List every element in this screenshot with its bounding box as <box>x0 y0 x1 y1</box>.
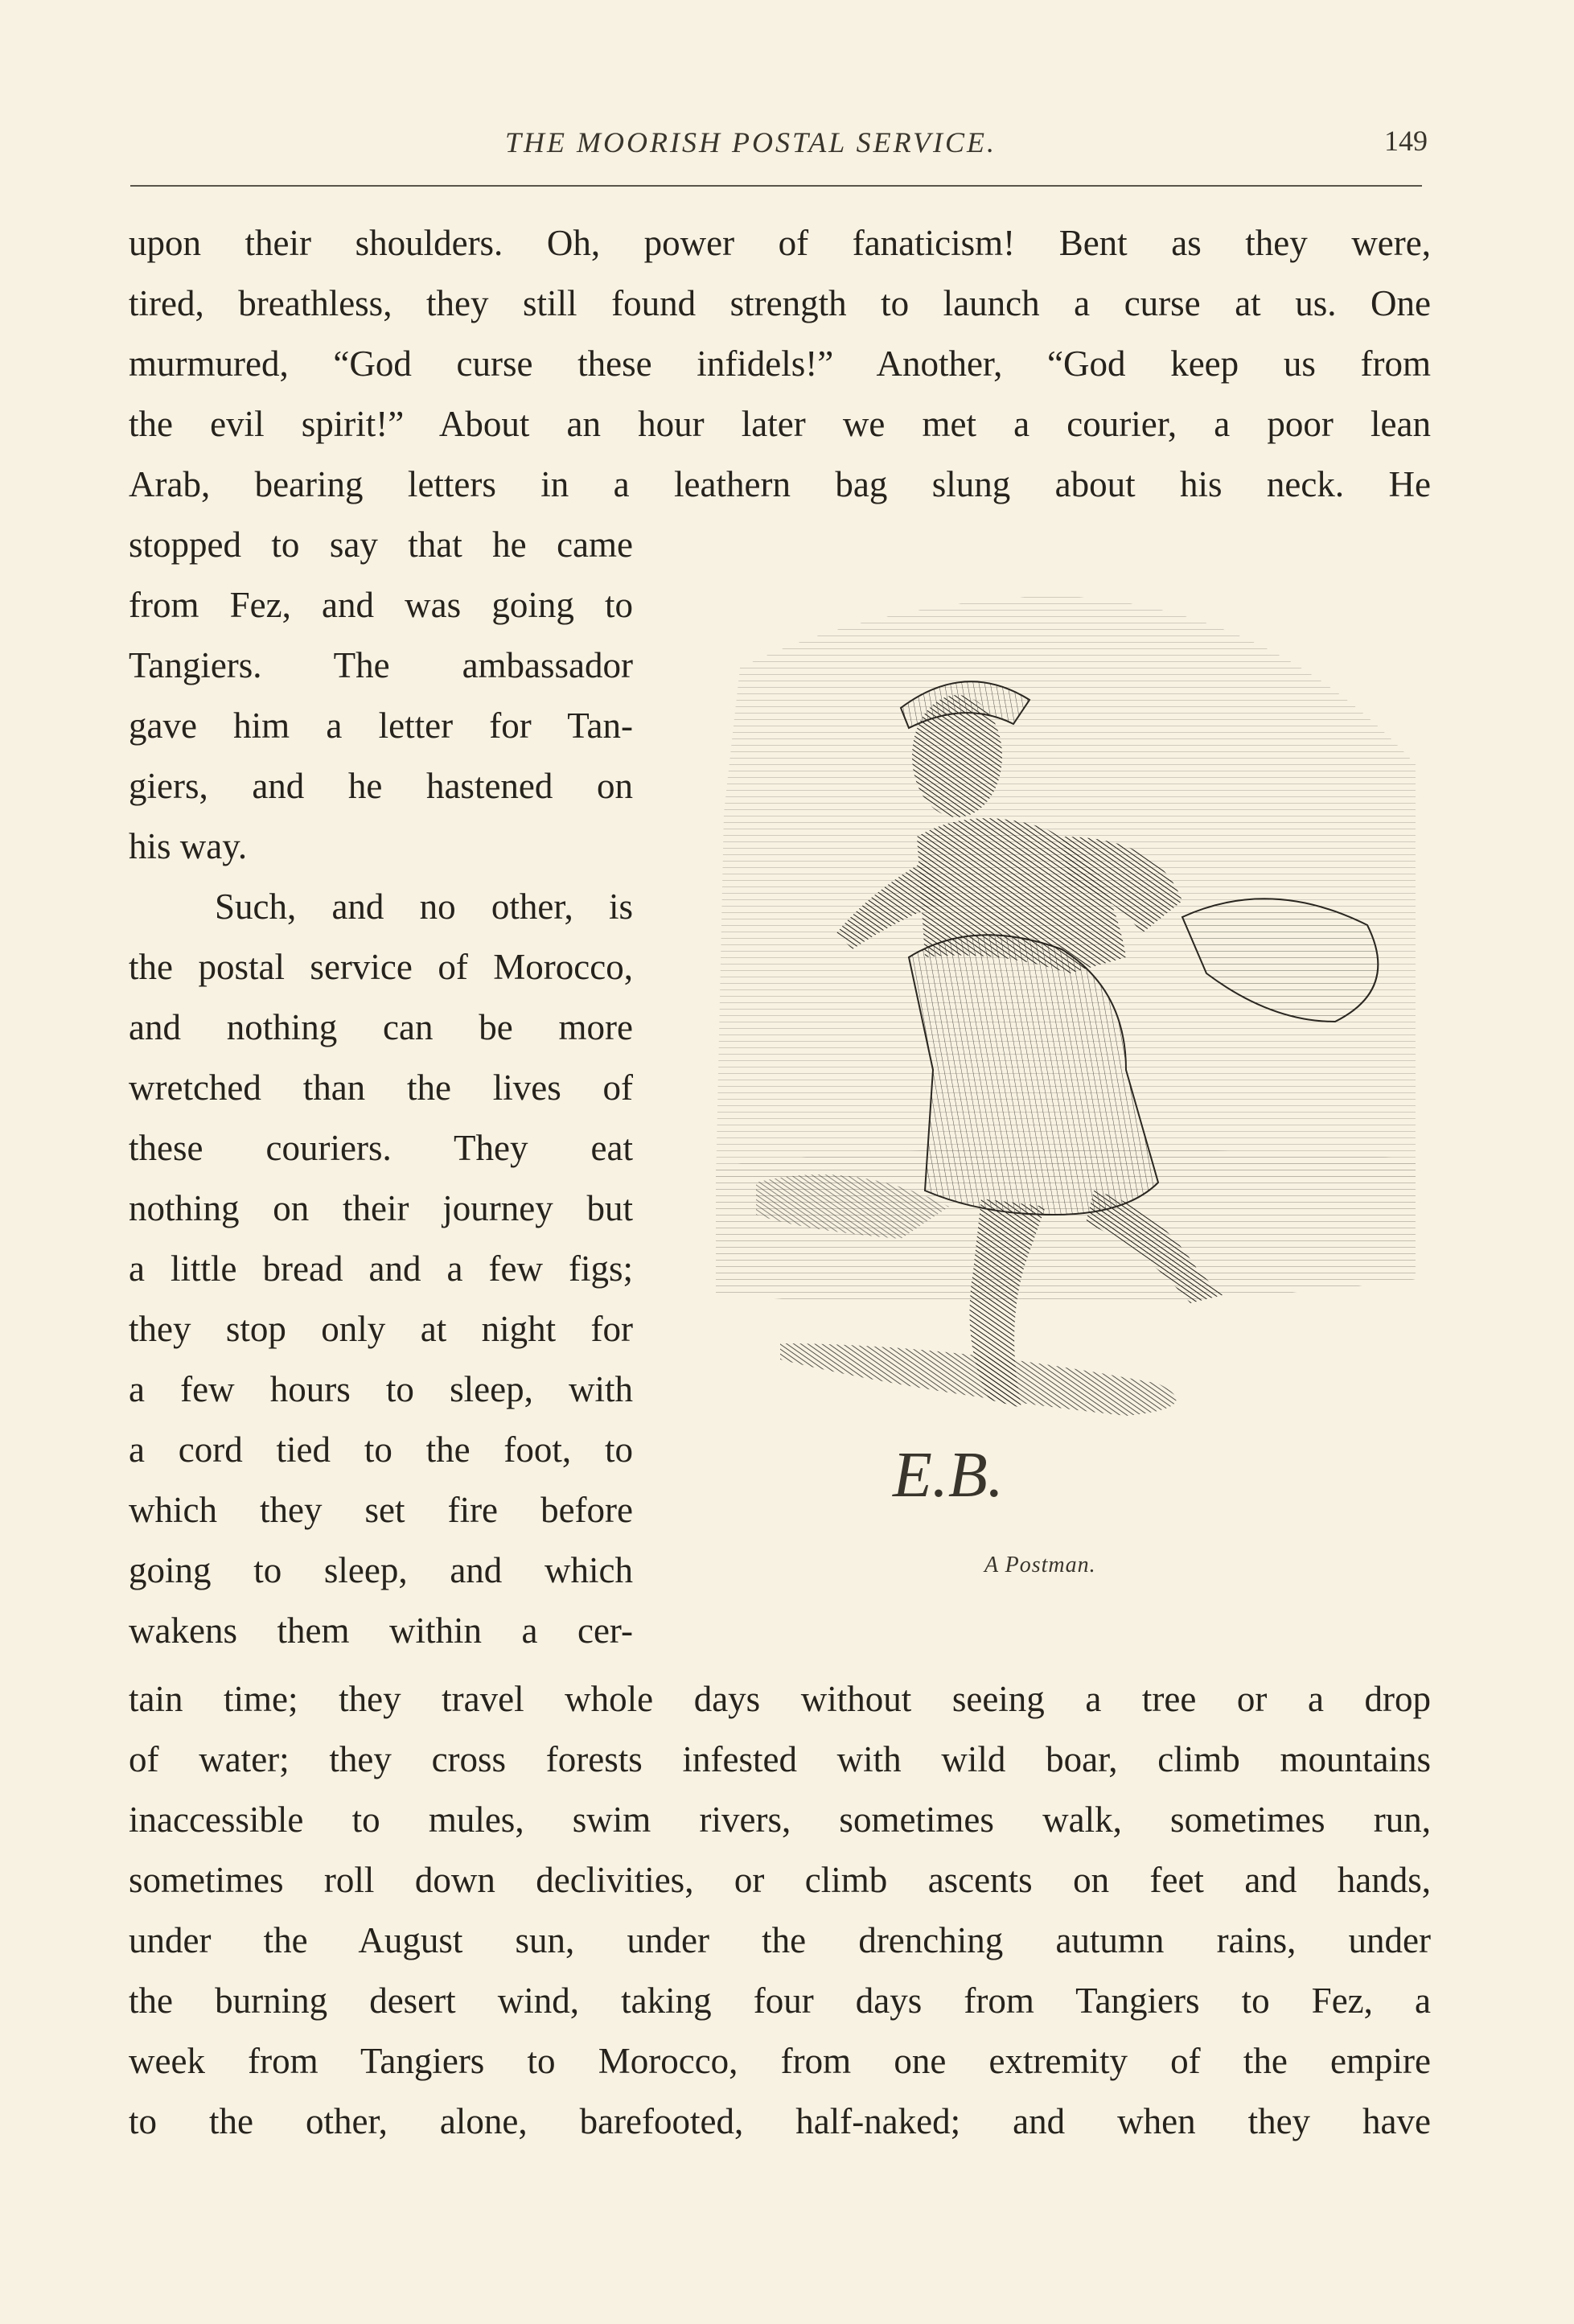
body-line: giers, and he hastened on <box>129 766 633 806</box>
body-line: wakens them within a cer- <box>129 1610 633 1651</box>
body-line: of water; they cross forests infested with wild boar, climb mountains <box>129 1739 1431 1779</box>
figure-caption: A Postman. <box>984 1553 1096 1577</box>
body-line: week from Tangiers to Morocco, from one extremity of the empire <box>129 2041 1431 2081</box>
body-line: a few hours to sleep, with <box>129 1369 633 1409</box>
body-line: inaccessible to mules, swim rivers, sometimes walk, sometimes run, <box>129 1800 1431 1840</box>
body-line: under the August sun, under the drenching autumn rains, under <box>129 1920 1431 1960</box>
body-line: tired, breathless, they still found strength to launch a curse at us. One <box>129 283 1431 323</box>
body-line: these couriers. They eat <box>129 1128 633 1168</box>
engraving-svg <box>708 571 1432 1561</box>
body-line: upon their shoulders. Oh, power of fanaticism! Bent as they were, <box>129 223 1431 263</box>
svg-text:E.B.: E.B. <box>893 1440 1004 1511</box>
body-line: to the other, alone, barefooted, half-naked; and when they have <box>129 2101 1431 2141</box>
body-line: wretched than the lives of <box>129 1067 633 1108</box>
header-rule <box>130 185 1422 187</box>
body-line: his way. <box>129 826 248 866</box>
body-line: nothing on their journey but <box>129 1188 633 1228</box>
body-line: murmured, “God curse these infidels!” Another, “God keep us from <box>129 343 1431 384</box>
body-line: a cord tied to the foot, to <box>129 1429 633 1470</box>
body-line: from Fez, and was going to <box>129 585 633 625</box>
page-number: 149 <box>1384 125 1428 157</box>
page-header <box>0 121 1574 169</box>
body-line: Such, and no other, is <box>215 886 633 927</box>
body-line: sometimes roll down declivities, or climb ascents on feet and hands, <box>129 1860 1431 1900</box>
body-line: and nothing can be more <box>129 1007 633 1047</box>
body-line: stopped to say that he came <box>129 524 633 565</box>
body-line: the evil spirit!” About an hour later we met a courier, a poor lean <box>129 404 1431 444</box>
body-line: a little bread and a few figs; <box>129 1248 633 1289</box>
body-line: Arab, bearing letters in a leathern bag slung about his neck. He <box>129 464 1431 504</box>
body-line: tain time; they travel whole days without seeing a tree or a drop <box>129 1679 1431 1719</box>
engraver-signature <box>892 1440 1004 1511</box>
body-line: going to sleep, and which <box>129 1550 633 1590</box>
body-line: which they set fire before <box>129 1490 633 1530</box>
running-title: THE MOORISH POSTAL SERVICE. <box>505 126 997 158</box>
body-line: gave him a letter for Tan- <box>129 705 633 746</box>
body-line: Tangiers. The ambassador <box>129 645 633 685</box>
body-line: the postal service of Morocco, <box>129 947 633 987</box>
postman-illustration <box>708 571 1432 1561</box>
body-line: they stop only at night for <box>129 1309 633 1349</box>
body-line: the burning desert wind, taking four days from Tangiers to Fez, a <box>129 1981 1431 2021</box>
